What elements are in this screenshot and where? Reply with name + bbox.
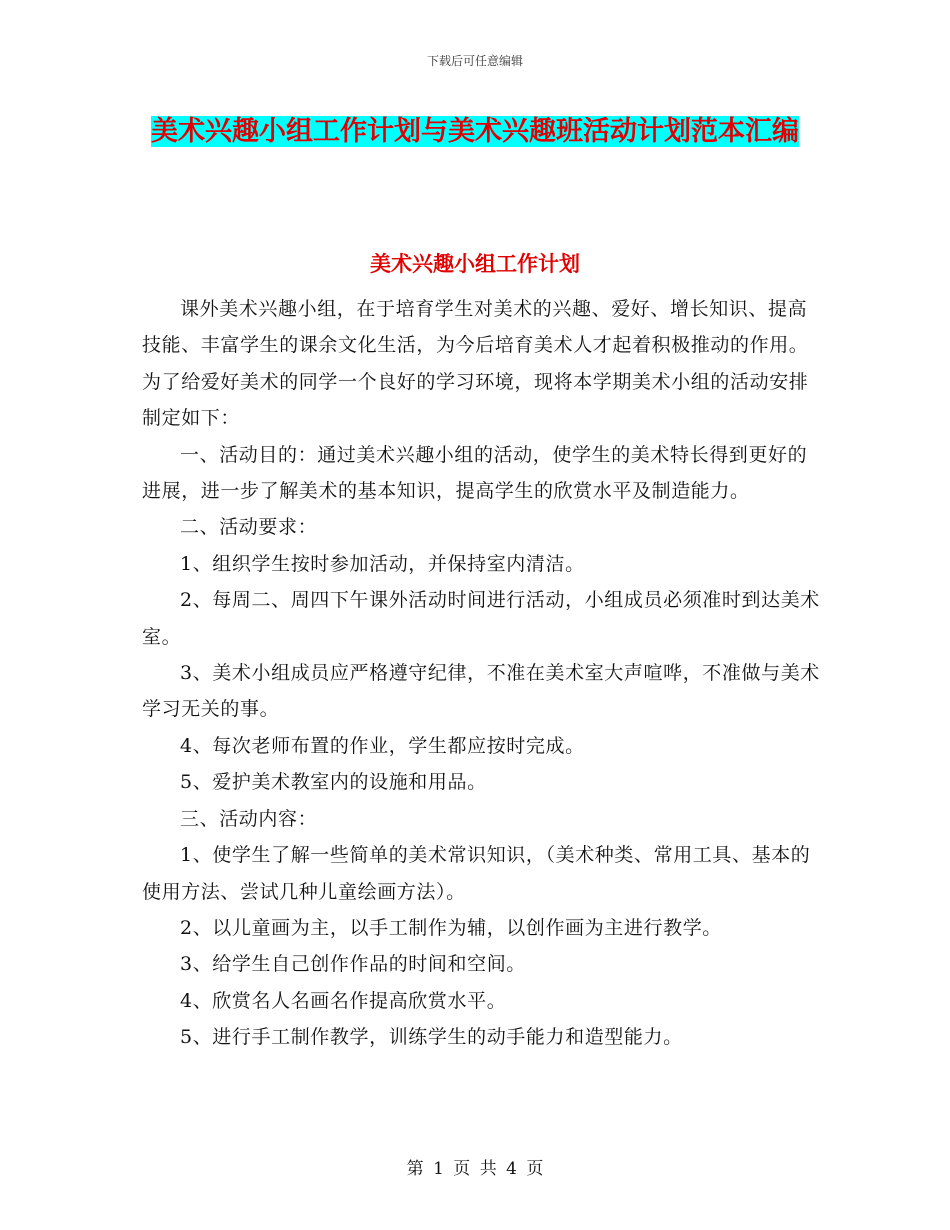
paragraph-content-1: 1、使学生了解一些简单的美术常识知识，（美术种类、常用工具、基本的使用方法、尝试几种儿童绘画方法）。 <box>142 844 811 903</box>
paragraph-intro: 课外美术兴趣小组，在于培育学生对美术的兴趣、爱好、增长知识、提高技能、丰富学生的课余文化生活，为今后培育美术人才起着积极推动的作用。为了给爱好美术的同学一个良好的学习环境，现将本学期美术小组的活动安排制定如下： <box>142 298 809 430</box>
paragraph-requirement-2: 2、每周二、周四下午课外活动时间进行活动，小组成员必须准时到达美术室。 <box>142 589 820 648</box>
paragraph-purpose: 一、活动目的：通过美术兴趣小组的活动，使学生的美术特长得到更好的进展，进一步了解美术的基本知识，提高学生的欣赏水平及制造能力。 <box>142 443 808 503</box>
paragraph-content-heading: 三、活动内容： <box>180 807 318 830</box>
paragraph-requirement-4: 4、每次老师布置的作业，学生都应按时完成。 <box>180 734 585 757</box>
paragraph-content-4: 4、欣赏名人名画名作提高欣赏水平。 <box>180 989 507 1012</box>
paragraph-requirement-1: 1、组织学生按时参加活动，并保持室内清洁。 <box>180 552 585 575</box>
header-note: 下载后可任意编辑 <box>426 54 523 68</box>
section-title: 美术兴趣小组工作计划 <box>370 251 580 276</box>
paragraph-requirement-5: 5、爱护美术教室内的设施和用品。 <box>180 771 487 794</box>
page-footer: 第 1 页 共 4 页 <box>406 1159 544 1179</box>
paragraph-requirements-heading: 二、活动要求： <box>180 516 318 539</box>
document-body <box>142 291 822 1056</box>
paragraph-content-3: 3、给学生自己创作作品的时间和空间。 <box>180 953 526 976</box>
paragraph-content-2: 2、以儿童画为主，以手工制作为辅，以创作画为主进行教学。 <box>180 916 722 939</box>
paragraph-requirement-3: 3、美术小组成员应严格遵守纪律，不准在美术室大声喧哗，不准做与美术学习无关的事。 <box>142 662 820 721</box>
document-title-text: 美术兴趣小组工作计划与美术兴趣班活动计划范本汇编 <box>151 116 799 147</box>
document-title <box>140 108 810 155</box>
paragraph-content-5: 5、进行手工制作教学，训练学生的动手能力和造型能力。 <box>180 1026 683 1049</box>
